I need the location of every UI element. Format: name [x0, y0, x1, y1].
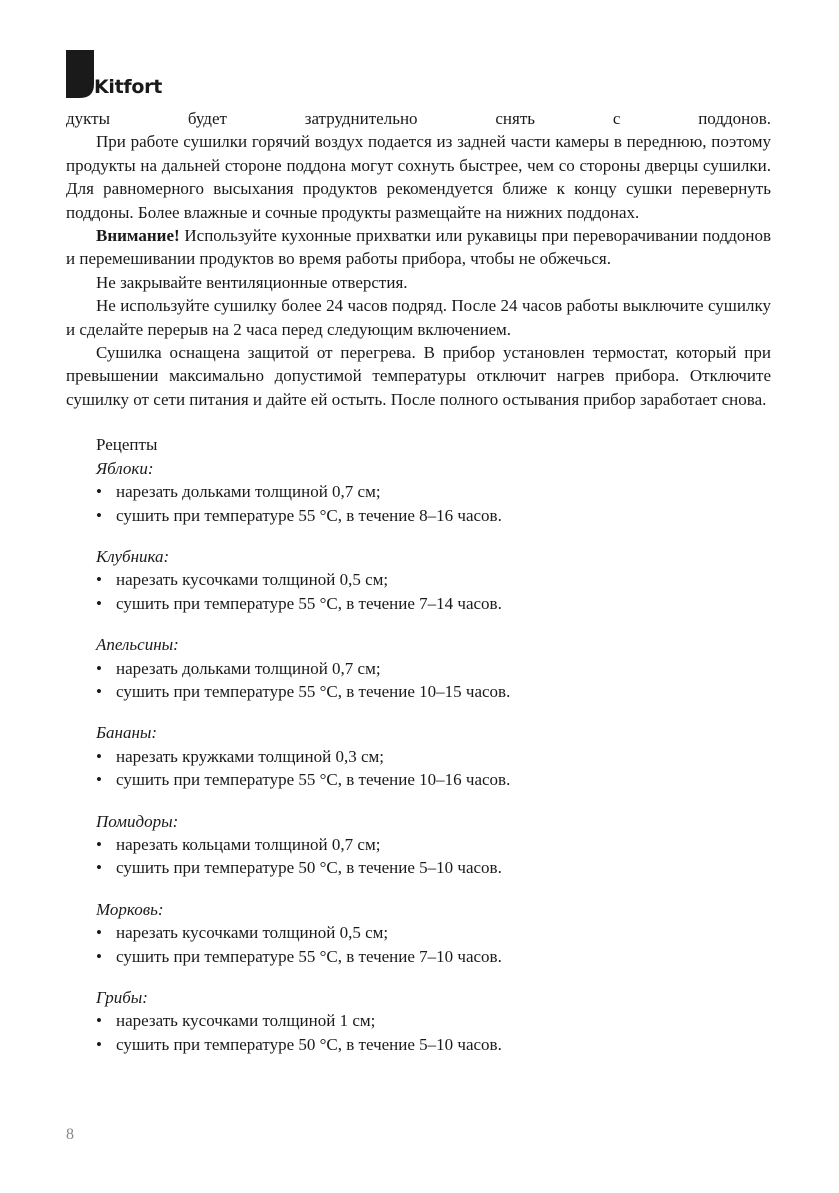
recipe-steps	[96, 1009, 771, 1056]
recipe-step-text: нарезать дольками толщиной 0,7 см;	[116, 482, 381, 502]
recipe-step-text: нарезать кольцами толщиной 0,7 см;	[116, 834, 381, 854]
bullet-icon: •	[96, 505, 102, 525]
warning-label: Внимание!	[96, 226, 180, 246]
recipe-step	[96, 921, 771, 944]
recipe-step-text: нарезать кусочками толщиной 0,5 см;	[116, 923, 389, 943]
recipe-list	[96, 457, 771, 1057]
bullet-icon: •	[96, 834, 102, 854]
recipes-section	[66, 433, 771, 1056]
recipe-steps	[96, 657, 771, 704]
brand-logo	[66, 50, 206, 100]
bullet-icon: •	[96, 570, 102, 590]
bullet-icon: •	[96, 946, 102, 966]
recipe-step	[96, 680, 771, 703]
paragraph-overheat: Сушилка оснащена защитой от перегрева. В прибор установлен термостат, который при превышении максимально допустимой температуры отключит нагрев прибора. Отключите сушилку от сети питания и дайте ей остыть. После полного остывания прибор заработает снова.	[66, 343, 771, 409]
recipe-step	[96, 504, 771, 527]
recipe-step	[96, 657, 771, 680]
bullet-icon: •	[96, 482, 102, 502]
brand-name: Kitfort	[94, 76, 162, 98]
recipe-name: Яблоки:	[96, 458, 154, 478]
bullet-icon: •	[96, 1034, 102, 1054]
recipe-step	[96, 1009, 771, 1032]
recipe-steps	[96, 833, 771, 880]
recipe-item	[96, 545, 771, 615]
recipe-item	[96, 633, 771, 703]
recipes-title: Рецепты	[96, 435, 158, 455]
recipe-step	[96, 1033, 771, 1056]
paragraph-continuation: дукты будет затруднительно снять с поддонов.	[66, 109, 771, 128]
recipe-step-text: сушить при температуре 55 °С, в течение 7–14 часов.	[116, 593, 502, 613]
recipe-item	[96, 457, 771, 527]
recipe-steps	[96, 745, 771, 792]
recipe-name: Клубника:	[96, 546, 170, 566]
recipe-steps	[96, 480, 771, 527]
bullet-icon: •	[96, 658, 102, 678]
recipe-step-text: сушить при температуре 55 °С, в течение 8–16 часов.	[116, 505, 502, 525]
recipe-name: Бананы:	[96, 723, 158, 743]
page-number: 8	[66, 1126, 74, 1143]
recipe-name: Апельсины:	[96, 635, 179, 655]
warning-text: Используйте кухонные прихватки или рукавицы при переворачивании поддонов и перемешивании продуктов во время работы прибора, чтобы не обжечься.	[66, 226, 771, 269]
recipe-step-text: нарезать кружками толщиной 0,3 см;	[116, 746, 384, 766]
recipe-step	[96, 945, 771, 968]
recipe-step-text: нарезать дольками толщиной 0,7 см;	[116, 658, 381, 678]
recipe-name: Грибы:	[96, 988, 148, 1007]
recipe-step	[96, 768, 771, 791]
recipe-step	[96, 592, 771, 615]
recipe-item	[96, 810, 771, 880]
bullet-icon: •	[96, 1011, 102, 1031]
recipe-step-text: сушить при температуре 55 °С, в течение 7–10 часов.	[116, 946, 502, 966]
recipe-step-text: нарезать кусочками толщиной 0,5 см;	[116, 570, 389, 590]
recipe-steps	[96, 921, 771, 968]
recipe-step-text: сушить при температуре 50 °С, в течение 5–10 часов.	[116, 1034, 502, 1054]
recipe-step-text: сушить при температуре 55 °С, в течение 10–16 часов.	[116, 770, 511, 790]
recipe-step	[96, 833, 771, 856]
paragraph-airflow: При работе сушилки горячий воздух подается из задней части камеры в переднюю, поэтому продукты на дальней стороне поддона могут сохнуть быстрее, чем со стороны дверцы сушилки. Для равномерного высыхания продуктов рекомендуется ближе к концу сушки перевернуть поддоны. Более влажные и сочные продукты размещайте на нижних поддонах.	[66, 132, 771, 222]
recipe-item	[96, 986, 771, 1056]
recipe-step	[96, 856, 771, 879]
recipe-step-text: сушить при температуре 50 °С, в течение 5–10 часов.	[116, 858, 502, 878]
bullet-icon: •	[96, 681, 102, 701]
bullet-icon: •	[96, 746, 102, 766]
recipe-step-text: сушить при температуре 55 °С, в течение 10–15 часов.	[116, 681, 511, 701]
recipe-step-text: нарезать кусочками толщиной 1 см;	[116, 1011, 376, 1031]
recipe-step	[96, 745, 771, 768]
recipe-steps	[96, 568, 771, 615]
bullet-icon: •	[96, 770, 102, 790]
recipe-step	[96, 568, 771, 591]
bullet-icon: •	[96, 593, 102, 613]
recipe-item	[96, 721, 771, 791]
paragraph-warning	[66, 224, 771, 271]
recipe-step	[96, 480, 771, 503]
bullet-icon: •	[96, 858, 102, 878]
recipe-item	[96, 898, 771, 968]
document-body	[66, 107, 771, 1074]
paragraph-duration: Не используйте сушилку более 24 часов подряд. После 24 часов работы выключите сушилку и сделайте перерыв на 2 часа перед следующим включением.	[66, 296, 771, 339]
kitfort-logo-icon	[66, 50, 94, 98]
bullet-icon: •	[96, 923, 102, 943]
recipe-name: Морковь:	[96, 899, 164, 919]
paragraph-vents: Не закрывайте вентиляционные отверстия.	[96, 272, 408, 292]
recipe-name: Помидоры:	[96, 811, 179, 831]
